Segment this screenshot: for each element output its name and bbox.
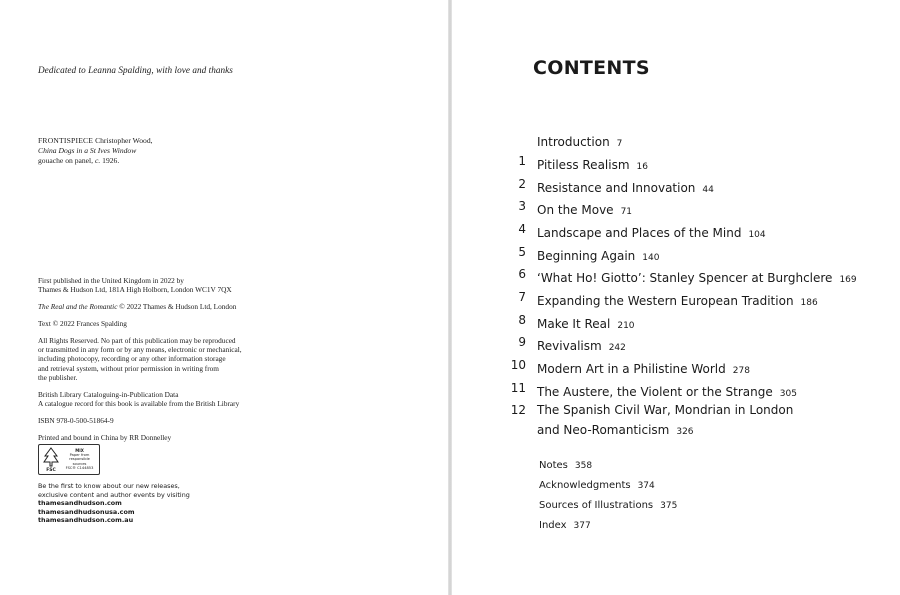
right-page — [451, 0, 900, 595]
cip-line-1: British Library Cataloguing-in-Publication Data — [38, 389, 179, 399]
fsc-mix: MIX — [75, 447, 84, 453]
toc-title: The Spanish Civil War, Mondrian in London — [537, 403, 794, 417]
text-copyright: Text © 2022 Frances Spalding — [38, 318, 127, 328]
toc-title: ‘What Ho! Giotto’: Stanley Spencer at Burghclere — [537, 271, 833, 285]
toc-title: Make It Real — [537, 317, 611, 331]
toc-page: 44 — [702, 185, 714, 195]
promo-line-2: exclusive content and author events by visiting — [38, 490, 190, 499]
rights-line: the publisher. — [38, 372, 78, 382]
fsc-brand: FSC — [46, 468, 56, 472]
rights-line: and retrieval system, without prior permission in writing from — [38, 363, 219, 373]
frontispiece-work-title: China Dogs in a St Ives Window — [38, 146, 137, 155]
chapter-number: 5 — [518, 245, 526, 259]
cip-line-2: A catalogue record for this book is available from the British Library — [38, 398, 240, 408]
toc-title: Sources of Illustrations — [539, 500, 654, 511]
rights-statement — [38, 336, 278, 382]
promo-line-1: Be the first to know about our new releases, — [38, 482, 180, 490]
toc-page: 7 — [616, 139, 623, 149]
toc-page: 375 — [660, 501, 678, 511]
toc-page: 374 — [637, 481, 655, 491]
fsc-code: FSC® C144853 — [65, 465, 94, 470]
frontispiece-label: FRONTISPIECE — [38, 136, 94, 145]
chapter-number: 7 — [518, 290, 526, 304]
fsc-logo — [38, 444, 100, 475]
fsc-line-1: Paper from — [69, 453, 90, 458]
toc-page: 242 — [608, 343, 626, 353]
toc-title: Pitiless Realism — [537, 158, 630, 172]
toc-title: Landscape and Places of the Mind — [537, 226, 742, 240]
first-published-line-1: First published in the United Kingdom in 2022 by — [38, 276, 184, 285]
contents-heading: CONTENTS — [533, 57, 650, 79]
frontispiece-line-1 — [38, 136, 153, 146]
chapter-number: 3 — [518, 199, 526, 213]
toc-title: Expanding the Western European Tradition — [537, 294, 794, 308]
toc-back-matter[interactable] — [539, 513, 591, 532]
toc-page: 278 — [732, 366, 750, 376]
isbn: ISBN 978-0-500-51864-9 — [38, 415, 114, 425]
publisher-promo — [38, 482, 278, 525]
toc-back-matter[interactable] — [539, 493, 677, 512]
frontispiece-artist: Christopher Wood, — [95, 136, 153, 145]
toc-back-matter[interactable] — [539, 473, 655, 492]
toc-page: 16 — [636, 162, 648, 172]
chapter-number: 6 — [518, 267, 526, 281]
chapter-number: 12 — [510, 403, 526, 417]
fsc-tree-icon — [42, 447, 60, 472]
printed-by: Printed and bound in China by RR Donnelley — [38, 432, 172, 442]
rights-line: including photocopy, recording or any other information storage — [38, 354, 226, 364]
chapter-number: 1 — [518, 154, 526, 168]
toc-page: 358 — [574, 461, 593, 471]
frontispiece-circa: c. — [94, 156, 101, 165]
toc-title: and Neo-Romanticism — [537, 422, 670, 437]
toc-title: The Austere, the Violent or the Strange — [537, 385, 773, 399]
toc-page: 169 — [839, 275, 857, 285]
toc-page: 71 — [620, 207, 633, 217]
chapter-number: 8 — [518, 313, 526, 327]
toc-page: 305 — [779, 389, 797, 399]
toc-title: Notes — [539, 460, 568, 471]
toc-back-matter[interactable] — [539, 453, 592, 472]
fsc-text — [63, 449, 96, 470]
toc-title: Modern Art in a Philistine World — [537, 362, 726, 376]
frontispiece-medium-line — [38, 156, 153, 166]
frontispiece-caption — [38, 136, 153, 166]
toc-title: Revivalism — [537, 339, 602, 353]
promo-url[interactable]: thamesandhudsonusa.com — [38, 507, 135, 516]
left-page — [0, 0, 449, 595]
toc-page: 210 — [617, 321, 635, 331]
book-copyright-text: © 2022 Thames & Hudson Ltd, London — [119, 302, 237, 312]
promo-url[interactable]: thamesandhudson.com.au — [38, 516, 134, 525]
first-published — [38, 276, 278, 295]
first-published-line-2: Thames & Hudson Ltd, 181A High Holborn, London WC1V 7QX — [38, 285, 232, 295]
toc-title: Index — [539, 520, 567, 531]
toc-page: 377 — [573, 521, 591, 531]
toc-title: Beginning Again — [537, 249, 636, 263]
chapter-number: 4 — [518, 222, 526, 236]
toc-title: Introduction — [537, 135, 610, 149]
rights-line: All Rights Reserved. No part of this publication may be reproduced — [38, 335, 236, 345]
fsc-line-2: responsible sources — [69, 457, 90, 466]
dedication: Dedicated to Leanna Spalding, with love and thanks — [38, 65, 233, 75]
toc-page: 326 — [676, 426, 694, 437]
rights-line: or transmitted in any form or by any means, electronic or mechanical, — [38, 344, 242, 354]
toc-page: 186 — [800, 298, 818, 308]
toc-title: Acknowledgments — [539, 480, 631, 491]
cip-data — [38, 390, 278, 409]
toc-page: 140 — [642, 253, 660, 263]
table-of-contents — [451, 0, 900, 595]
toc-page: 104 — [748, 230, 766, 240]
chapter-number: 11 — [510, 381, 526, 395]
promo-url[interactable]: thamesandhudson.com — [38, 499, 122, 508]
frontispiece-year: 1926. — [102, 156, 120, 165]
frontispiece-medium: gouache on panel, — [38, 156, 94, 165]
chapter-number: 2 — [518, 177, 526, 191]
toc-title: Resistance and Innovation — [537, 181, 696, 195]
chapter-number: 10 — [510, 358, 526, 372]
toc-title: On the Move — [537, 203, 614, 217]
book-copyright — [38, 302, 278, 311]
copyright-imprint — [38, 276, 278, 449]
chapter-number: 9 — [518, 335, 526, 349]
book-title: The Real and the Romantic — [38, 302, 118, 312]
